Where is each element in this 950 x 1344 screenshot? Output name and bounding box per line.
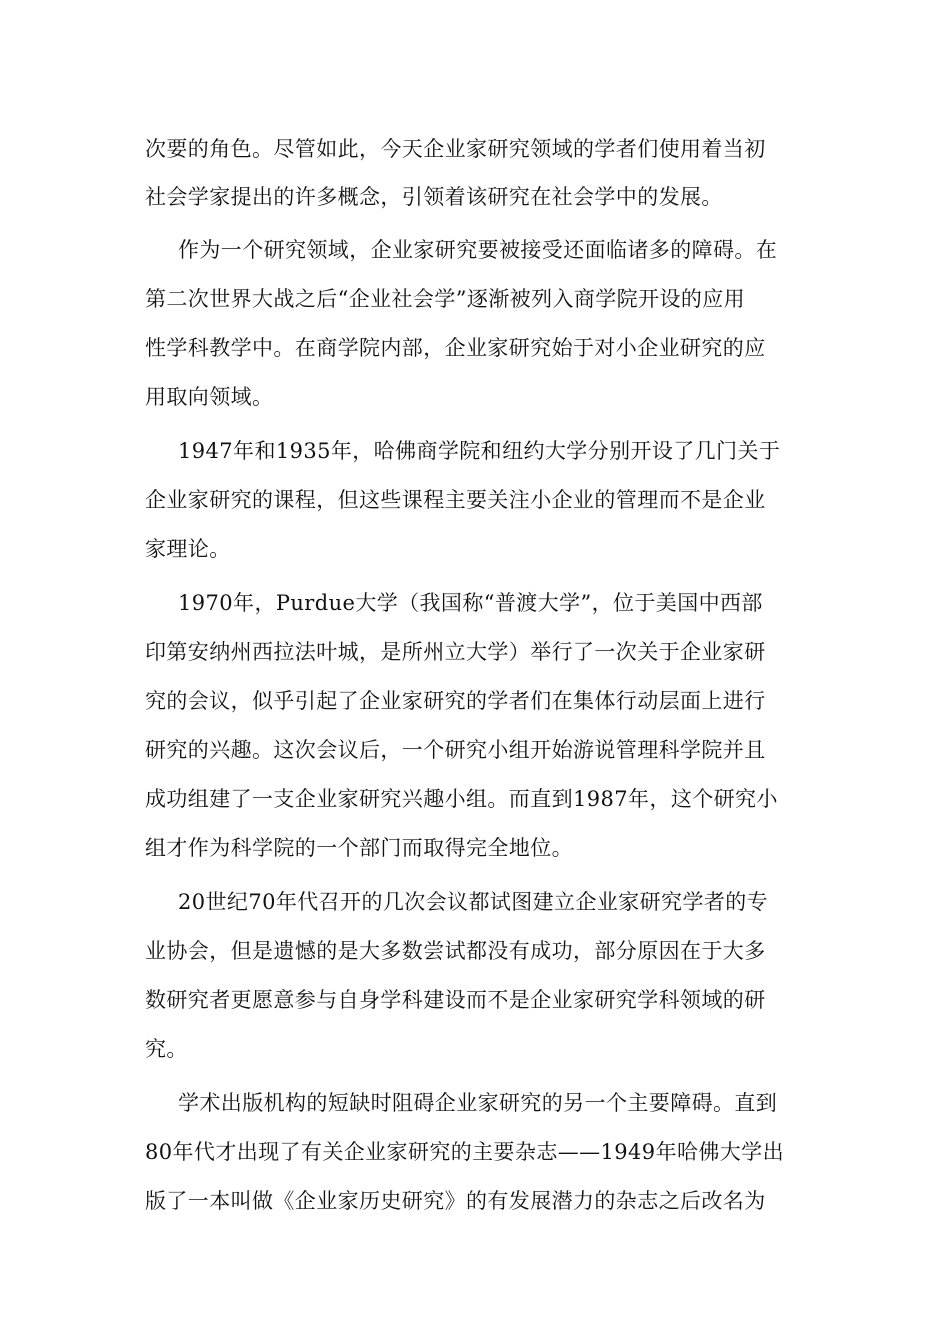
text-line: 研究的兴趣。这次会议后，一个研究小组开始游说管理科学院并且 xyxy=(145,738,766,762)
paragraph-first-line: 作为一个研究领域，企业家研究要被接受还面临诸多的障碍。在 xyxy=(178,238,778,262)
paragraph-first-line: 1970年，Purdue大学（我国称“普渡大学”，位于美国中西部 xyxy=(178,591,763,615)
text-line: 成功组建了一支企业家研究兴趣小组。而直到1987年，这个研究小 xyxy=(145,787,778,811)
text-line: 80年代才出现了有关企业家研究的主要杂志——1949年哈佛大学出 xyxy=(145,1140,784,1164)
paragraph-first-line: 1947年和1935年，哈佛商学院和纽约大学分别开设了几门关于 xyxy=(178,439,781,463)
text-line: 究。 xyxy=(145,1037,188,1061)
text-line: 究的会议，似乎引起了企业家研究的学者们在集体行动层面上进行 xyxy=(145,689,766,713)
text-line: 组才作为科学院的一个部门而取得完全地位。 xyxy=(145,836,573,860)
text-line: 用取向领域。 xyxy=(145,385,274,409)
text-line: 企业家研究的课程，但这些课程主要关注小企业的管理而不是企业 xyxy=(145,488,766,512)
text-line: 印第安纳州西拉法叶城，是所州立大学）举行了一次关于企业家研 xyxy=(145,640,766,664)
paragraph-first-line: 学术出版机构的短缺时阻碍企业家研究的另一个主要障碍。直到 xyxy=(178,1091,778,1115)
text-line: 社会学家提出的许多概念，引领着该研究在社会学中的发展。 xyxy=(145,185,723,209)
text-line: 版了一本叫做《企业家历史研究》的有发展潜力的杂志之后改名为 xyxy=(145,1189,766,1213)
paragraph-first-line: 20世纪70年代召开的几次会议都试图建立企业家研究学者的专 xyxy=(178,890,769,914)
text-line: 数研究者更愿意参与自身学科建设而不是企业家研究学科领域的研 xyxy=(145,988,766,1012)
text-line: 性学科教学中。在商学院内部，企业家研究始于对小企业研究的应 xyxy=(145,336,766,360)
text-line: 业协会，但是遗憾的是大多数尝试都没有成功，部分原因在于大多 xyxy=(145,939,766,963)
text-line: 家理论。 xyxy=(145,537,231,561)
text-line: 次要的角色。尽管如此，今天企业家研究领域的学者们使用着当初 xyxy=(145,137,766,161)
text-line: 第二次世界大战之后“企业社会学”逐渐被列入商学院开设的应用 xyxy=(145,287,746,311)
